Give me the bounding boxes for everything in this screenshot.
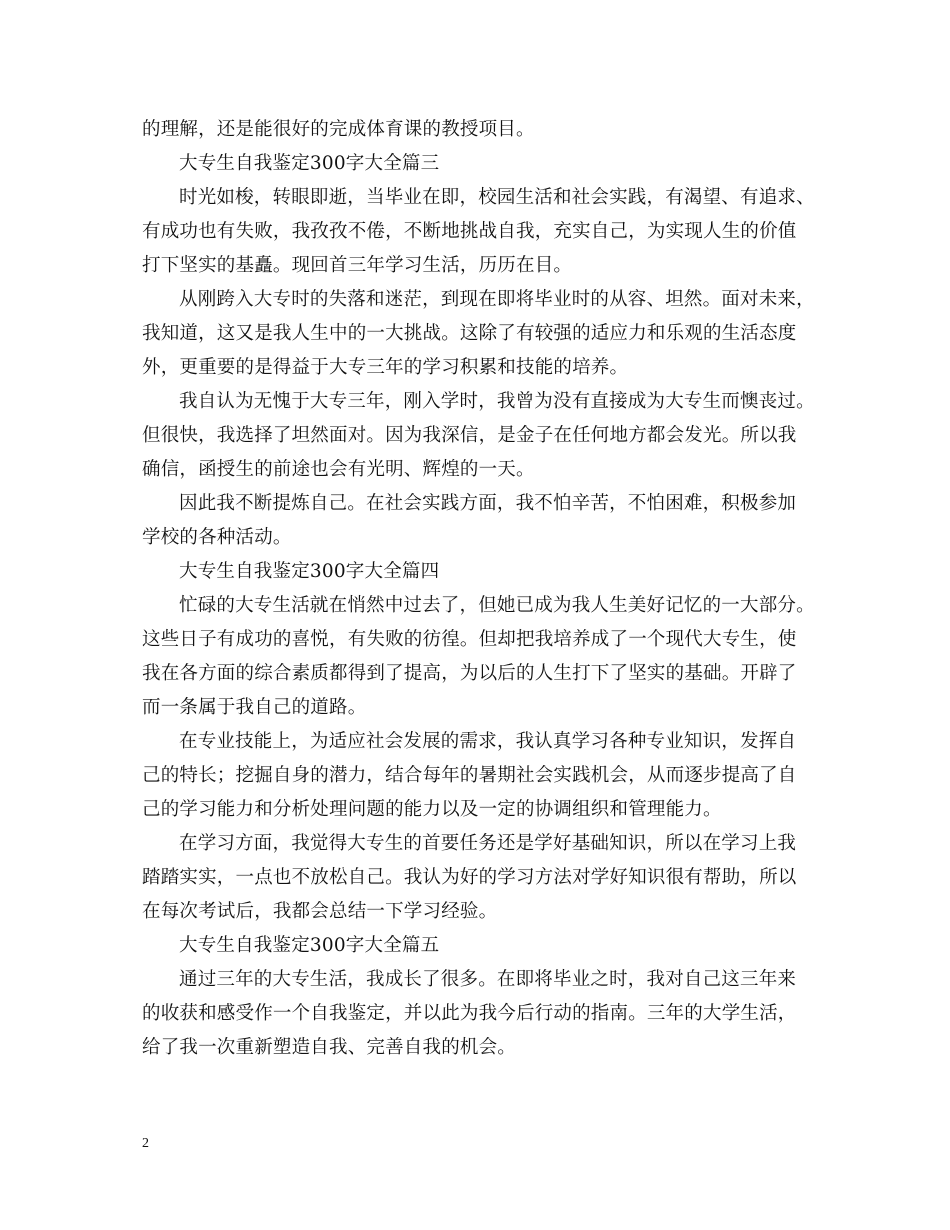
text-line: 忙碌的大专生活就在悄然中过去了，但她已成为我人生美好记忆的一大部分。	[179, 595, 815, 616]
text-line: 我在各方面的综合素质都得到了提高，为以后的人生打下了坚实的基础。开辟了	[142, 663, 797, 684]
text-line: 的理解，还是能很好的完成体育课的教授项目。	[142, 119, 535, 140]
document-body	[142, 113, 822, 1065]
text-line: 而一条属于我自己的道路。	[142, 697, 367, 718]
section-heading: 大专生自我鉴定300字大全篇四	[179, 561, 440, 582]
section-heading: 大专生自我鉴定300字大全篇五	[179, 935, 440, 956]
text-line: 给了我一次重新塑造自我、完善自我的机会。	[142, 1037, 517, 1058]
text-line: 在专业技能上，为适应社会发展的需求，我认真学习各种专业知识，发挥自	[179, 731, 797, 752]
text-line: 因此我不断提炼自己。在社会实践方面，我不怕辛苦，不怕困难，积极参加	[179, 493, 797, 514]
text-line: 我自认为无愧于大专三年，刚入学时，我曾为没有直接成为大专生而懊丧过。	[179, 391, 815, 412]
text-line: 外，更重要的是得益于大专三年的学习积累和技能的培养。	[142, 357, 629, 378]
text-line: 这些日子有成功的喜悦，有失败的彷徨。但却把我培养成了一个现代大专生，使	[142, 629, 797, 650]
text-line: 踏踏实实，一点也不放松自己。我认为好的学习方法对学好知识很有帮助，所以	[142, 867, 797, 888]
text-line: 学校的各种活动。	[142, 527, 292, 548]
text-line: 的收获和感受作一个自我鉴定，并以此为我今后行动的指南。三年的大学生活，	[142, 1003, 797, 1024]
text-line: 有成功也有失败，我孜孜不倦，不断地挑战自我，充实自己，为实现人生的价值	[142, 221, 797, 242]
text-line: 我知道，这又是我人生中的一大挑战。这除了有较强的适应力和乐观的生活态度	[142, 323, 797, 344]
text-line: 打下坚实的基矗。现回首三年学习生活，历历在目。	[142, 255, 573, 276]
text-line: 时光如梭，转眼即逝，当毕业在即，校园生活和社会实践，有渴望、有追求、	[179, 187, 815, 208]
section-heading: 大专生自我鉴定300字大全篇三	[179, 153, 440, 174]
text-line: 己的特长；挖掘自身的潜力，结合每年的暑期社会实践机会，从而逐步提高了自	[142, 765, 797, 786]
text-line: 通过三年的大专生活，我成长了很多。在即将毕业之时，我对自己这三年来	[179, 969, 797, 990]
text-line: 在学习方面，我觉得大专生的首要任务还是学好基础知识，所以在学习上我	[179, 833, 797, 854]
text-line: 己的学习能力和分析处理问题的能力以及一定的协调组织和管理能力。	[142, 799, 722, 820]
text-line: 确信，函授生的前途也会有光明、辉煌的一天。	[142, 459, 535, 480]
text-line: 但很快，我选择了坦然面对。因为我深信，是金子在任何地方都会发光。所以我	[142, 425, 797, 446]
text-line: 从刚跨入大专时的失落和迷茫，到现在即将毕业时的从容、坦然。面对未来，	[179, 289, 815, 310]
page-number: 2	[142, 1136, 149, 1151]
text-line: 在每次考试后，我都会总结一下学习经验。	[142, 901, 498, 922]
